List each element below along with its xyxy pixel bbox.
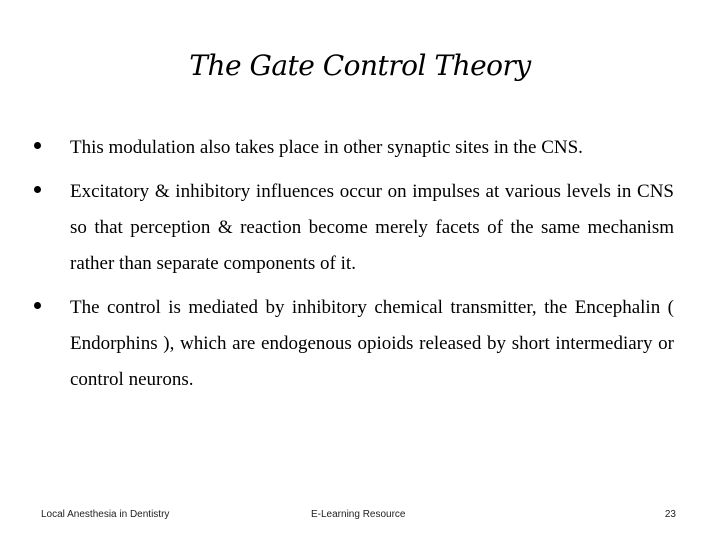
bullet-dot-icon — [34, 142, 41, 149]
bullet-item — [34, 130, 674, 166]
bullet-text: This modulation also takes place in other synaptic sites in the CNS. — [70, 137, 583, 158]
bullet-text: The control is mediated by inhibitory chemical transmitter, the Encephalin ( Endorphins ), which are endogenous opioids released by short intermediary or control neurons. — [70, 297, 674, 390]
footer-course-title: Local Anesthesia in Dentistry — [41, 509, 170, 520]
bullet-item — [34, 174, 674, 282]
bullet-list — [34, 130, 674, 406]
footer-page-number: 23 — [664, 509, 676, 520]
bullet-text: Excitatory & inhibitory influences occur on impulses at various levels in CNS so that perception & reaction become merely facets of the same mechanism rather than separate components of it. — [70, 181, 674, 274]
slide-title: The Gate Control Theory — [189, 49, 531, 82]
bullet-dot-icon — [34, 302, 41, 309]
bullet-dot-icon — [34, 186, 41, 193]
bullet-item — [34, 290, 674, 398]
footer-resource-label: E-Learning Resource — [311, 509, 406, 520]
